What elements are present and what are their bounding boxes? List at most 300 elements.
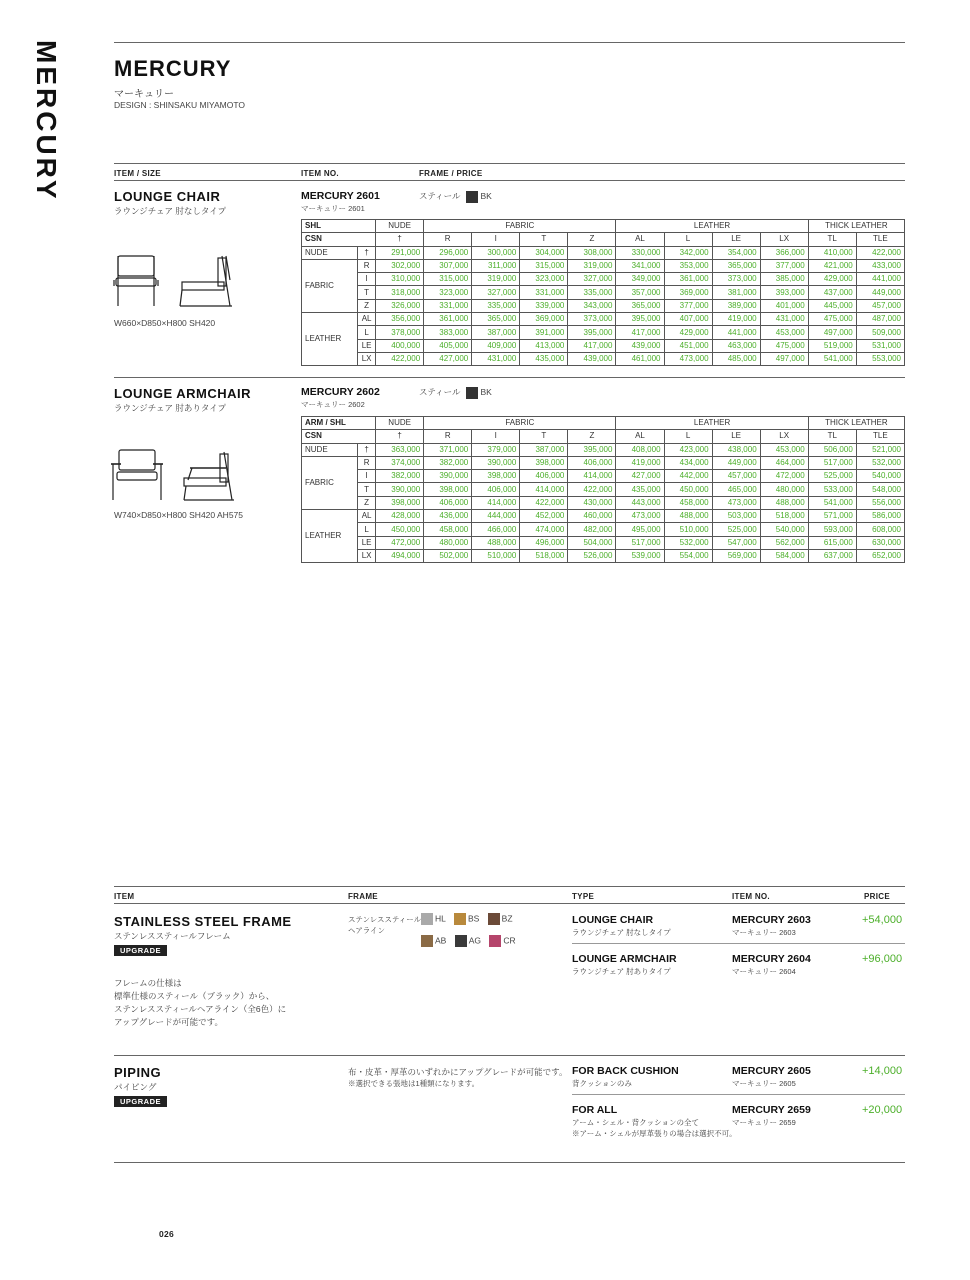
table-price-cell: 457,000 (712, 470, 760, 483)
table-price-cell: 327,000 (568, 273, 616, 286)
table-subheader-cell: LE (712, 233, 760, 246)
table-price-cell: 389,000 (712, 299, 760, 312)
table-price-cell: 433,000 (856, 259, 904, 272)
price-table (301, 416, 905, 563)
table-price-cell: 438,000 (712, 443, 760, 456)
table-subheader-cell: † (376, 430, 424, 443)
table-price-cell: 369,000 (664, 286, 712, 299)
table-code-cell: L (358, 326, 376, 339)
table-subheader-cell: I (472, 430, 520, 443)
table-price-cell: 406,000 (472, 483, 520, 496)
bottom-rule (114, 1162, 905, 1163)
table-subheader-cell: T (520, 233, 568, 246)
product-name-kana: ラウンジチェア 肘なしタイプ (114, 206, 226, 216)
table-price-cell: 586,000 (856, 510, 904, 523)
table-subheader-cell: † (376, 233, 424, 246)
table-subheader-cell: TLE (856, 430, 904, 443)
table-price-cell: 339,000 (520, 299, 568, 312)
frame-option (419, 190, 492, 203)
note-line: フレームの仕様は (114, 978, 182, 988)
table-price-cell: 378,000 (376, 326, 424, 339)
table-price-cell: 441,000 (712, 326, 760, 339)
table-price-cell: 547,000 (712, 536, 760, 549)
table-code-cell: LX (358, 549, 376, 562)
upgrade-price: +20,000 (862, 1104, 903, 1116)
table-row (302, 523, 905, 536)
upgrade-item-no: MERCURY 2604 (732, 953, 811, 965)
table-subheader-cell: L (664, 430, 712, 443)
table-price-cell: 487,000 (856, 313, 904, 326)
table-price-cell: 475,000 (760, 339, 808, 352)
table-price-cell: 382,000 (424, 456, 472, 469)
table-price-cell: 323,000 (520, 273, 568, 286)
table-subheader-cell: Z (568, 430, 616, 443)
upgrade-item-no-kana: マーキュリー 2603 (732, 928, 796, 937)
table-price-cell: 327,000 (472, 286, 520, 299)
table-price-cell: 319,000 (568, 259, 616, 272)
steel-swatches-row2 (415, 935, 516, 947)
table-price-cell: 465,000 (712, 483, 760, 496)
table-price-cell: 381,000 (712, 286, 760, 299)
table-price-cell: 497,000 (760, 352, 808, 365)
table-code-cell: LE (358, 339, 376, 352)
table-price-cell: 451,000 (664, 339, 712, 352)
lounge-armchair-front-drawing (110, 446, 164, 502)
table-group-label: NUDE (302, 443, 358, 456)
upgrade-type: FOR ALL (572, 1104, 618, 1116)
table-price-cell: 525,000 (808, 470, 856, 483)
table-price-cell: 436,000 (424, 510, 472, 523)
table-price-cell: 414,000 (520, 483, 568, 496)
upgrade-price: +14,000 (862, 1065, 903, 1077)
upgrade-type-note: ※アーム・シェルが厚革張りの場合は選択不可。 (572, 1129, 737, 1138)
table-subheader-cell: AL (616, 430, 664, 443)
table-price-cell: 474,000 (520, 523, 568, 536)
designer: DESIGN : SHINSAKU MIYAMOTO (114, 100, 245, 110)
table-price-cell: 390,000 (376, 483, 424, 496)
upgrade-type-kana: 背クッションのみ (572, 1079, 632, 1088)
table-price-cell: 541,000 (808, 352, 856, 365)
page-number: 026 (159, 1229, 175, 1239)
upgrade-item-no-kana: マーキュリー 2659 (732, 1118, 796, 1127)
table-price-cell: 485,000 (712, 352, 760, 365)
table-price-cell: 308,000 (568, 246, 616, 259)
table-price-cell: 400,000 (376, 339, 424, 352)
table-price-cell: 472,000 (376, 536, 424, 549)
table-price-cell: 422,000 (376, 352, 424, 365)
lounge-chair-front-drawing (112, 252, 160, 308)
table-price-cell: 406,000 (568, 456, 616, 469)
table-price-cell: 387,000 (472, 326, 520, 339)
table-price-cell: 407,000 (664, 313, 712, 326)
table-group-label: NUDE (302, 246, 358, 259)
header-rule-bottom (114, 180, 905, 181)
table-price-cell: 518,000 (520, 549, 568, 562)
lounge-chair-side-drawing (178, 254, 238, 308)
table-price-cell: 410,000 (808, 246, 856, 259)
swatch-bz (488, 913, 500, 925)
table-price-cell: 480,000 (424, 536, 472, 549)
piping-rule-top (114, 1055, 905, 1056)
table-subheader-cell: LX (760, 430, 808, 443)
table-price-cell: 571,000 (808, 510, 856, 523)
table-price-cell: 406,000 (520, 470, 568, 483)
table-group-header: FABRIC (424, 417, 616, 430)
frame-label: スティール (419, 191, 461, 201)
table-subheader-cell: T (520, 430, 568, 443)
table-row (302, 443, 905, 456)
table-price-cell: 395,000 (568, 326, 616, 339)
table-price-cell: 503,000 (712, 510, 760, 523)
steel-frame-label: ステンレススティール (348, 915, 422, 924)
table-price-cell: 363,000 (376, 443, 424, 456)
product-item-no: MERCURY 2602 (301, 386, 380, 398)
table-price-cell: 506,000 (808, 443, 856, 456)
table-price-cell: 331,000 (424, 299, 472, 312)
table-subheader-cell: R (424, 233, 472, 246)
table-price-cell: 414,000 (568, 470, 616, 483)
piping-desc-note: ※選択できる張地は1種類になります。 (348, 1079, 480, 1088)
table-price-cell: 405,000 (424, 339, 472, 352)
table-price-cell: 326,000 (376, 299, 424, 312)
table-price-cell: 556,000 (856, 496, 904, 509)
table-price-cell: 553,000 (856, 352, 904, 365)
table-price-cell: 296,000 (424, 246, 472, 259)
upgrade-header-price: PRICE (864, 892, 890, 901)
upgrade-type-kana: ラウンジチェア 肘なしタイプ (572, 928, 671, 937)
table-price-cell: 398,000 (472, 470, 520, 483)
product-name: LOUNGE ARMCHAIR (114, 386, 252, 401)
steel-frame-title: STAINLESS STEEL FRAME (114, 914, 292, 929)
table-group-header: FABRIC (424, 220, 616, 233)
table-price-cell: 429,000 (808, 273, 856, 286)
table-price-cell: 398,000 (520, 456, 568, 469)
table-price-cell: 453,000 (760, 443, 808, 456)
table-code-cell: R (358, 456, 376, 469)
table-price-cell: 393,000 (760, 286, 808, 299)
table-header-row (302, 220, 905, 233)
steel-frame-title-kana: ステンレススティールフレーム (114, 931, 231, 941)
table-group-header: THICK LEATHER (808, 220, 904, 233)
upgrade-item-no-kana: マーキュリー 2605 (732, 1079, 796, 1088)
table-price-cell: 541,000 (808, 496, 856, 509)
table-subheader-cell: LE (712, 430, 760, 443)
table-price-cell: 395,000 (568, 443, 616, 456)
table-price-cell: 366,000 (760, 246, 808, 259)
table-price-cell: 593,000 (808, 523, 856, 536)
table-price-cell: 422,000 (568, 483, 616, 496)
swatch-ag (455, 935, 467, 947)
table-price-cell: 488,000 (664, 510, 712, 523)
table-price-cell: 429,000 (664, 326, 712, 339)
table-price-cell: 630,000 (856, 536, 904, 549)
swatch-label: BZ (501, 913, 513, 924)
table-price-cell: 304,000 (520, 246, 568, 259)
table-price-cell: 449,000 (712, 456, 760, 469)
table-row (302, 549, 905, 562)
table-code-cell: Z (358, 496, 376, 509)
table-price-cell: 510,000 (472, 549, 520, 562)
table-subheader-row (302, 233, 905, 246)
table-price-cell: 460,000 (568, 510, 616, 523)
table-price-cell: 608,000 (856, 523, 904, 536)
table-group-label: FABRIC (302, 259, 358, 312)
header-frame-price: FRAME / PRICE (419, 169, 483, 178)
swatch-label: CR (503, 935, 516, 946)
table-price-cell: 315,000 (520, 259, 568, 272)
upgrade-type: LOUNGE CHAIR (572, 914, 654, 926)
table-group-header: NUDE (376, 417, 424, 430)
table-price-cell: 431,000 (472, 352, 520, 365)
table-row (302, 299, 905, 312)
upgrade-item-no: MERCURY 2659 (732, 1104, 811, 1116)
table-price-cell: 548,000 (856, 483, 904, 496)
table-price-cell: 365,000 (472, 313, 520, 326)
table-price-cell: 518,000 (760, 510, 808, 523)
table-price-cell: 439,000 (616, 339, 664, 352)
swatch-cr (489, 935, 501, 947)
upgrade-badge: UPGRADE (114, 1096, 167, 1107)
price-table (301, 219, 905, 366)
table-price-cell: 349,000 (616, 273, 664, 286)
table-price-cell: 473,000 (664, 352, 712, 365)
table-price-cell: 488,000 (760, 496, 808, 509)
frame-color-name: BK (480, 387, 492, 397)
table-price-cell: 385,000 (760, 273, 808, 286)
table-price-cell: 437,000 (808, 286, 856, 299)
table-price-cell: 419,000 (712, 313, 760, 326)
upgrade-header-type: TYPE (572, 892, 595, 901)
upgrade-type-kana: アーム・シェル・背クッションの全て (572, 1118, 699, 1127)
swatch-label: AB (435, 935, 447, 946)
table-price-cell: 450,000 (664, 483, 712, 496)
table-price-cell: 365,000 (616, 299, 664, 312)
table-subheader-cell: TL (808, 233, 856, 246)
table-price-cell: 562,000 (760, 536, 808, 549)
table-price-cell: 387,000 (520, 443, 568, 456)
table-price-cell: 540,000 (760, 523, 808, 536)
table-subheader-cell: L (664, 233, 712, 246)
table-price-cell: 526,000 (568, 549, 616, 562)
table-price-cell: 398,000 (424, 483, 472, 496)
table-price-cell: 452,000 (520, 510, 568, 523)
table-subheader-cell: I (472, 233, 520, 246)
table-price-cell: 444,000 (472, 510, 520, 523)
steel-swatches-row1 (415, 913, 513, 925)
note-line: アップグレードが可能です。 (114, 1017, 223, 1027)
page-title: MERCURY (114, 56, 232, 81)
table-price-cell: 422,000 (520, 496, 568, 509)
note-line: ステンレススティールヘアライン（全6色）に (114, 1004, 287, 1014)
table-price-cell: 422,000 (856, 246, 904, 259)
table-price-cell: 449,000 (856, 286, 904, 299)
frame-swatch-bk (466, 191, 478, 203)
piping-title: PIPING (114, 1065, 162, 1080)
table-price-cell: 331,000 (520, 286, 568, 299)
table-code-cell: T (358, 483, 376, 496)
top-rule (114, 42, 905, 43)
table-price-cell: 533,000 (808, 483, 856, 496)
table-price-cell: 414,000 (472, 496, 520, 509)
table-code-cell: R (358, 259, 376, 272)
table-code-cell: Z (358, 299, 376, 312)
upgrade-price: +96,000 (862, 953, 903, 965)
table-header-cell: ARM / SHL (302, 417, 376, 430)
table-price-cell: 521,000 (856, 443, 904, 456)
table-price-cell: 652,000 (856, 549, 904, 562)
table-row (302, 326, 905, 339)
table-group-header: THICK LEATHER (808, 417, 904, 430)
table-price-cell: 475,000 (808, 313, 856, 326)
table-price-cell: 398,000 (376, 496, 424, 509)
table-code-cell: LE (358, 536, 376, 549)
table-price-cell: 341,000 (616, 259, 664, 272)
table-price-cell: 427,000 (616, 470, 664, 483)
table-price-cell: 458,000 (664, 496, 712, 509)
table-price-cell: 357,000 (616, 286, 664, 299)
table-price-cell: 379,000 (472, 443, 520, 456)
table-price-cell: 409,000 (472, 339, 520, 352)
table-price-cell: 342,000 (664, 246, 712, 259)
table-price-cell: 365,000 (712, 259, 760, 272)
table-row (302, 510, 905, 523)
table-price-cell: 569,000 (712, 549, 760, 562)
table-price-cell: 428,000 (376, 510, 424, 523)
table-price-cell: 473,000 (616, 510, 664, 523)
steel-frame-note (114, 977, 286, 1029)
table-price-cell: 441,000 (856, 273, 904, 286)
table-price-cell: 408,000 (616, 443, 664, 456)
table-price-cell: 461,000 (616, 352, 664, 365)
table-price-cell: 439,000 (568, 352, 616, 365)
table-price-cell: 323,000 (424, 286, 472, 299)
table-row (302, 483, 905, 496)
table-group-label: LEATHER (302, 510, 358, 563)
piping-desc: 布・皮革・厚革のいずれかにアップグレードが可能です。 (348, 1067, 568, 1077)
table-price-cell: 584,000 (760, 549, 808, 562)
table-price-cell: 421,000 (808, 259, 856, 272)
table-code-cell: T (358, 286, 376, 299)
table-subheader-cell: R (424, 430, 472, 443)
table-price-cell: 480,000 (760, 483, 808, 496)
table-price-cell: 382,000 (376, 470, 424, 483)
table-price-cell: 319,000 (472, 273, 520, 286)
table-code-cell: AL (358, 313, 376, 326)
table-row (302, 273, 905, 286)
table-row (302, 496, 905, 509)
table-price-cell: 494,000 (376, 549, 424, 562)
table-price-cell: 442,000 (664, 470, 712, 483)
header-rule-top (114, 163, 905, 164)
table-price-cell: 302,000 (376, 259, 424, 272)
upgrade-rule-top (114, 886, 905, 887)
table-row (302, 536, 905, 549)
upgrade-price: +54,000 (862, 914, 903, 926)
table-price-cell: 435,000 (616, 483, 664, 496)
table-group-header: LEATHER (616, 220, 808, 233)
product-size: W740×D850×H800 SH420 AH575 (114, 510, 244, 520)
table-price-cell: 300,000 (472, 246, 520, 259)
table-price-cell: 391,000 (520, 326, 568, 339)
table-price-cell: 517,000 (616, 536, 664, 549)
table-group-header: LEATHER (616, 417, 808, 430)
table-price-cell: 373,000 (712, 273, 760, 286)
table-price-cell: 417,000 (616, 326, 664, 339)
frame-option (419, 386, 492, 399)
note-line: 標準仕様のスティール（ブラック）から、 (114, 991, 275, 1001)
upgrade-type: FOR BACK CUSHION (572, 1065, 679, 1077)
upgrade-item-no: MERCURY 2603 (732, 914, 811, 926)
table-subheader-cell: LX (760, 233, 808, 246)
piping-title-kana: パイピング (114, 1082, 157, 1092)
table-header-cell: SHL (302, 220, 376, 233)
table-price-cell: 502,000 (424, 549, 472, 562)
table-price-cell: 554,000 (664, 549, 712, 562)
table-price-cell: 450,000 (376, 523, 424, 536)
table-price-cell: 445,000 (808, 299, 856, 312)
product-divider (114, 377, 905, 378)
upgrade-header-frame: FRAME (348, 892, 378, 901)
table-price-cell: 431,000 (760, 313, 808, 326)
upgrade-type-kana: ラウンジチェア 肘ありタイプ (572, 967, 671, 976)
table-price-cell: 496,000 (520, 536, 568, 549)
table-price-cell: 525,000 (712, 523, 760, 536)
frame-label: スティール (419, 387, 461, 397)
table-price-cell: 443,000 (616, 496, 664, 509)
table-price-cell: 464,000 (760, 456, 808, 469)
table-code-cell: AL (358, 510, 376, 523)
table-price-cell: 361,000 (424, 313, 472, 326)
table-header-cell: CSN (302, 430, 376, 443)
lounge-armchair-side-drawing (180, 450, 240, 504)
table-price-cell: 353,000 (664, 259, 712, 272)
table-price-cell: 539,000 (616, 549, 664, 562)
table-price-cell: 466,000 (472, 523, 520, 536)
table-price-cell: 361,000 (664, 273, 712, 286)
table-price-cell: 307,000 (424, 259, 472, 272)
table-price-cell: 532,000 (856, 456, 904, 469)
table-price-cell: 531,000 (856, 339, 904, 352)
product-item-no-kana: マーキュリー 2602 (301, 400, 365, 409)
steel-frame-sub: ヘアライン (348, 926, 386, 935)
table-subheader-cell: Z (568, 233, 616, 246)
table-price-cell: 510,000 (664, 523, 712, 536)
table-price-cell: 413,000 (520, 339, 568, 352)
table-price-cell: 310,000 (376, 273, 424, 286)
upgrade-header-item: ITEM (114, 892, 135, 901)
table-price-cell: 401,000 (760, 299, 808, 312)
table-price-cell: 458,000 (424, 523, 472, 536)
table-price-cell: 615,000 (808, 536, 856, 549)
table-price-cell: 373,000 (568, 313, 616, 326)
table-price-cell: 482,000 (568, 523, 616, 536)
table-price-cell: 406,000 (424, 496, 472, 509)
table-row (302, 352, 905, 365)
table-price-cell: 371,000 (424, 443, 472, 456)
upgrade-row-divider (572, 943, 905, 944)
table-subheader-row (302, 430, 905, 443)
swatch-hl (421, 913, 433, 925)
product-size: W660×D850×H800 SH420 (114, 318, 216, 328)
table-price-cell: 311,000 (472, 259, 520, 272)
table-price-cell: 356,000 (376, 313, 424, 326)
side-title: MERCURY (31, 40, 62, 202)
table-code-cell: † (358, 443, 376, 456)
table-price-cell: 532,000 (664, 536, 712, 549)
table-header-row (302, 417, 905, 430)
swatch-label: BS (467, 913, 480, 924)
table-price-cell: 457,000 (856, 299, 904, 312)
